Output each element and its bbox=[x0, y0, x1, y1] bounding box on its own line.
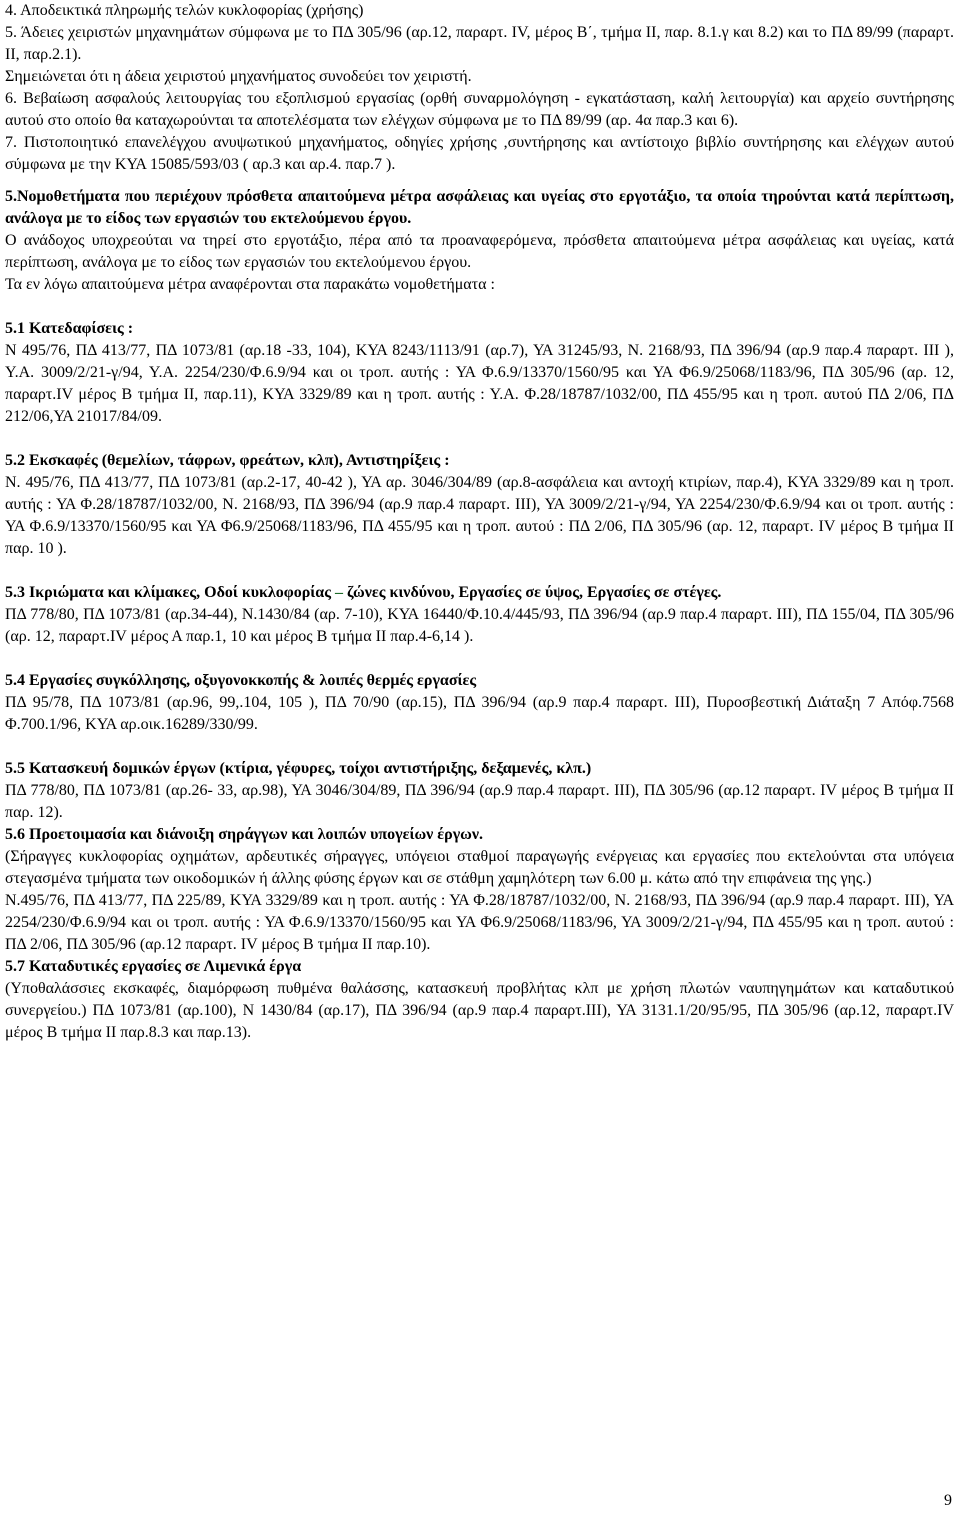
item-4: 4. Αποδεικτικά πληρωμής τελών κυκλοφορίας (χρήσης) bbox=[5, 2, 364, 19]
section-5-6-body-1: (Σήραγγες κυκλοφορίας οχημάτων, αρδευτικές σήραγγες, υπόγειοι σταθμοί παραγωγής ενέργειας και εργασίες που εκτελούνται στα υπόγεια στεγασμένα τμήματα των οικοδομικών ή άλλης φύσης έργων και σε στάθμη χαμηλότερη των 6.00 μ. κάτω από την επιφάνεια της γης.) bbox=[5, 848, 954, 887]
section-5-1-body: Ν 495/76, ΠΔ 413/77, ΠΔ 1073/81 (αρ.18 -33, 104), ΚΥΑ 8243/1113/91 (αρ.7), ΥΑ 31245/93, Ν. 2168/93, ΠΔ 396/94 (αρ.9 παρ.4 παραρτ. ΙΙΙ ), Υ.Α. 3009/2/21-γ/94, Υ.Α. 2254/230/Φ.6.9/94 και οι τροπ. αυτής : ΥΑ Φ.6.9/13370/1560/95 και ΥΑ Φ6.9/25068/1183/96, ΠΔ 305/96 (αρ. 12, παραρτ.IV μέρος Β τμήμα ΙΙ, παρ.11), ΚΥΑ 3329/89 και η τροπ. αυτής : Υ.Α. Φ.28/18787/1032/00, ΠΔ 455/95 και η τροπ. αυτού ΠΔ 2/06, ΠΔ 212/06,ΥΑ 21017/84/09. bbox=[5, 342, 954, 425]
item-5-note: Σημειώνεται ότι η άδεια χειριστού μηχανήματος συνοδεύει τον χειριστή. bbox=[5, 68, 472, 85]
section-5-2-body: Ν. 495/76, ΠΔ 413/77, ΠΔ 1073/81 (αρ.2-17, 40-42 ), ΥΑ αρ. 3046/304/89 (αρ.8-ασφάλεια και αντοχή κτιρίων, παρ.4), ΚΥΑ 3329/89 και η τροπ. αυτής : ΥΑ Φ.28/18787/1032/00, Ν. 2168/93, ΠΔ 396/94 (αρ.9 παρ.4 παραρτ. ΙΙΙ), ΥΑ 3009/2/21-γ/94, ΥΑ 2254/230/Φ.6.9/94 και οι τροπ. αυτής : ΥΑ Φ.6.9/13370/1560/95 και ΥΑ Φ6.9/25068/1183/96, ΠΔ 455/95 και η τροπ. αυτού : ΠΔ 2/06, ΠΔ 305/96 (αρ. 12, παραρτ. IV μέρος Β τμήμα ΙΙ παρ. 10 ). bbox=[5, 474, 954, 557]
section-5-4-body: ΠΔ 95/78, ΠΔ 1073/81 (αρ.96, 99,.104, 105 ), ΠΔ 70/90 (αρ.15), ΠΔ 396/94 (αρ.9 παρ.4 παραρτ. ΙΙΙ), Πυροσβεστική Διάταξη 7 Απόφ.7568 Φ.700.1/96, ΚΥΑ αρ.οικ.16289/330/99. bbox=[5, 694, 954, 733]
section-5-3-title-c: , Εργασίες σε ύψος, Εργασίες σε στέγες. bbox=[450, 584, 722, 601]
section-5-3-title bbox=[5, 582, 954, 604]
section-5-3-title-b: ζώνες κινδύνου bbox=[342, 584, 451, 601]
section-5-6-body-2: Ν.495/76, ΠΔ 413/77, ΠΔ 225/89, ΚΥΑ 3329/89 και η τροπ. αυτής : ΥΑ Φ.28/18787/1032/00, Ν. 2168/93, ΠΔ 396/94 (αρ.9 παρ.4 παραρτ. ΙΙΙ), ΥΑ 2254/230/Φ.6.9/94 και οι τροπ. αυτής : ΥΑ Φ.6.9/13370/1560/95 και ΥΑ Φ6.9/25068/1183/96, ΥΑ 3009/2/21-γ/94, ΠΔ 455/95 και η τροπ. αυτού : ΠΔ 2/06, ΠΔ 305/96 (αρ.12 παραρτ. IV μέρος Β τμήμα ΙΙ παρ.10). bbox=[5, 892, 954, 953]
section-5-7-body: (Υποθαλάσσιες εκσκαφές, διαμόρφωση πυθμένα θαλάσσης, κατασκευή προβλήτας κλπ με χρήση πλωτών ναυπηγημάτων και καταδυτικού συνεργείου.) ΠΔ 1073/81 (αρ.100), Ν 1430/84 (αρ.17), ΠΔ 396/94 (αρ.9 παρ.4 παραρτ.ΙΙΙ), ΥΑ 3131.1/20/95/95, ΠΔ 305/96 (αρ.12, παραρτ.IV μέρος Β τμήμα ΙΙ παρ.8.3 και παρ.13). bbox=[5, 980, 954, 1041]
section-5-heading: 5.Νομοθετήματα που περιέχουν πρόσθετα απαιτούμενα μέτρα ασφάλειας και υγείας στο εργοτάξιο, τα οποία τηρούνται κατά περίπτωση, ανάλογα με το είδος των εργασιών του εκτελούμενου έργου. bbox=[5, 188, 954, 227]
page-number: 9 bbox=[944, 1492, 952, 1509]
section-5-paragraph-1: Ο ανάδοχος υποχρεούται να τηρεί στο εργοτάξιο, πέρα από τα προαναφερόμενα, πρόσθετα απαιτούμενα μέτρα ασφάλειας και υγείας, κατά περίπτωση, ανάλογα με το είδος των εργασιών του εκτελούμενου έργου. bbox=[5, 232, 954, 271]
section-5-6-title: 5.6 Προετοιμασία και διάνοιξη σηράγγων και λοιπών υπογείων έργων. bbox=[5, 826, 484, 843]
section-5-5-title: 5.5 Κατασκευή δομικών έργων (κτίρια, γέφυρες, τοίχοι αντιστήριξης, δεξαμενές, κλπ.) bbox=[5, 760, 592, 777]
section-5-1-title: 5.1 Κατεδαφίσεις : bbox=[5, 320, 134, 337]
section-5-3-body: ΠΔ 778/80, ΠΔ 1073/81 (αρ.34-44), Ν.1430/84 (αρ. 7-10), ΚΥΑ 16440/Φ.10.4/445/93, ΠΔ 396/94 (αρ.9 παρ.4 παραρτ. ΙΙΙ), ΠΔ 155/04, ΠΔ 305/96 (αρ. 12, παραρτ.IV μέρος Α παρ.1, 10 και μέρος Β τμήμα ΙΙ παρ.4-6,14 ). bbox=[5, 606, 954, 645]
section-5-paragraph-2: Τα εν λόγω απαιτούμενα μέτρα αναφέρονται στα παρακάτω νομοθετήματα : bbox=[5, 276, 495, 293]
item-6: 6. Βεβαίωση ασφαλούς λειτουργίας του εξοπλισμού εργασίας (ορθή συναρμολόγηση - εγκατάσταση, καλή λειτουργία) και αρχείο συντήρησης αυτού στο οποίο θα καταχωρούνται τα αποτελέσματα των ελέγχων σύμφωνα με το ΠΔ 89/99 (αρ. 4α παρ.3 και 6). bbox=[5, 90, 954, 129]
section-5-3-title-dash: – bbox=[334, 584, 343, 601]
section-5-3-title-a: 5.3 Ικριώματα και κλίμακες, Οδοί κυκλοφορίας bbox=[5, 584, 335, 601]
section-5-4-title: 5.4 Εργασίες συγκόλλησης, οξυγονοκκοπής & λοιπές θερμές εργασίες bbox=[5, 672, 477, 689]
item-7: 7. Πιστοποιητικό επανελέγχου ανυψωτικού μηχανήματος, οδηγίες χρήσης ,συντήρησης και αντίστοιχο βιβλίο συντήρησης και ελέγχων αυτού σύμφωνα με την ΚΥΑ 15085/593/03 ( αρ.3 και αρ.4. παρ.7 ). bbox=[5, 134, 954, 173]
section-5-5-body: ΠΔ 778/80, ΠΔ 1073/81 (αρ.26- 33, αρ.98), ΥΑ 3046/304/89, ΠΔ 396/94 (αρ.9 παρ.4 παραρτ. ΙΙΙ), ΠΔ 305/96 (αρ.12 παραρτ. IV μέρος Β τμήμα ΙΙ παρ. 12). bbox=[5, 782, 954, 821]
item-5: 5. Άδειες χειριστών μηχανημάτων σύμφωνα με το ΠΔ 305/96 (αρ.12, παραρτ. IV, μέρος Β΄, τμήμα ΙΙ, παρ. 8.1.γ και 8.2) και το ΠΔ 89/99 (παραρτ. ΙΙ, παρ.2.1). bbox=[5, 24, 954, 63]
section-5-7-title: 5.7 Καταδυτικές εργασίες σε Λιμενικά έργα bbox=[5, 958, 302, 975]
section-5-2-title: 5.2 Εκσκαφές (θεμελίων, τάφρων, φρεάτων, κλπ), Αντιστηρίξεις : bbox=[5, 452, 450, 469]
